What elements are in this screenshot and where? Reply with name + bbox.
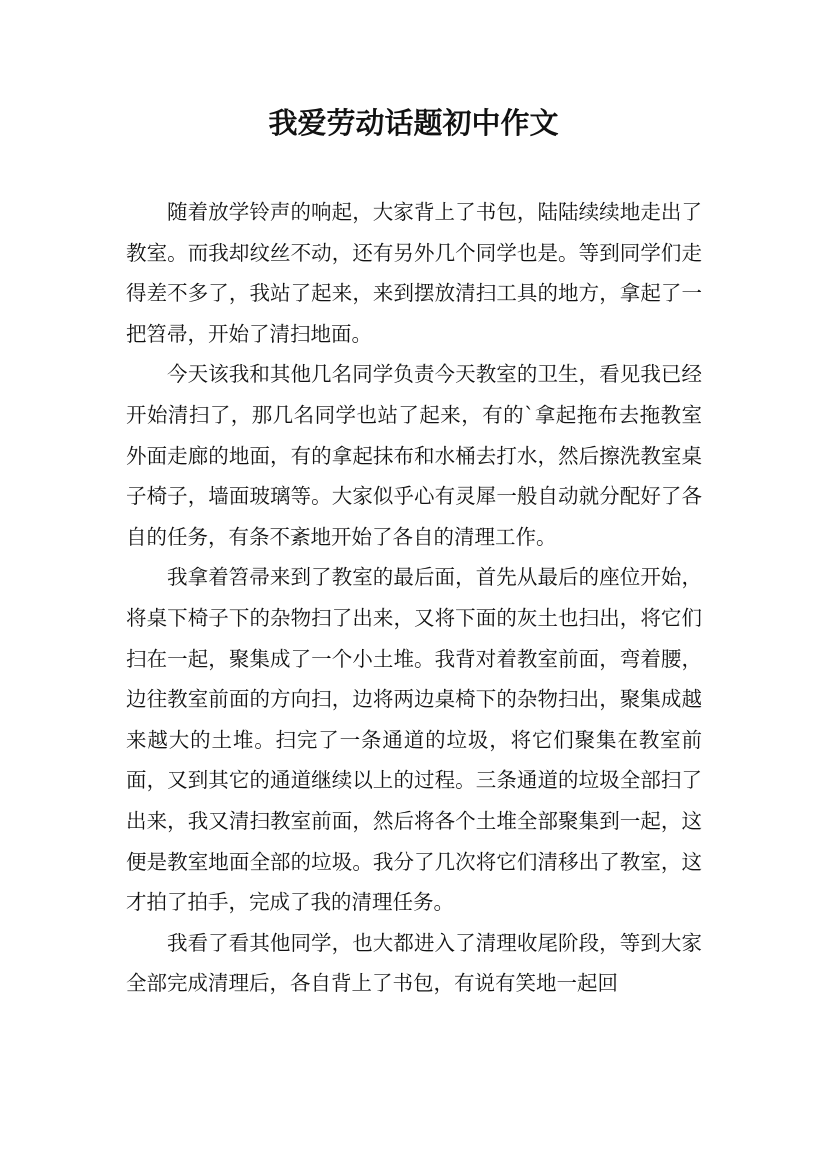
document-title: 我爱劳动话题初中作文 — [268, 106, 559, 140]
paragraph-3: 我拿着笤帚来到了教室的最后面，首先从最后的座位开始，将桌下椅子下的杂物扫了出来，又将下面的灰土也扫出，将它们扫在一起，聚集成了一个小土堆。我背对着教室前面，弯着腰，边往教室前面的方向扫，边将两边桌椅下的杂物扫出，聚集成越来越大的土堆。扫完了一条通道的垃圾，将它们聚集在教室前面，又到其它的通道继续以上的过程。三条通道的垃圾全部扫了出来，我又清扫教室前面，然后将各个土堆全部聚集到一起，这便是教室地面全部的垃圾。我分了几次将它们清移出了教室，这才拍了拍手，完成了我的清理任务。 — [126, 565, 702, 915]
paragraph-4: 我看了看其他同学，也大都进入了清理收尾阶段，等到大家全部完成清理后，各自背上了书包，有说有笑地一起回 — [126, 930, 702, 996]
paragraph-2: 今天该我和其他几名同学负责今天教室的卫生，看见我已经开始清扫了，那几名同学也站了起来，有的`拿起拖布去拖教室外面走廊的地面，有的拿起抹布和水桶去打水，然后擦洗教室桌子椅子，墙面玻璃等。大家似乎心有灵犀一般自动就分配好了各自的任务，有条不紊地开始了各自的清理工作。 — [126, 362, 702, 549]
document-body — [126, 192, 702, 1004]
paragraph-1: 随着放学铃声的响起，大家背上了书包，陆陆续续地走出了教室。而我却纹丝不动，还有另外几个同学也是。等到同学们走得差不多了，我站了起来，来到摆放清扫工具的地方，拿起了一把笤帚，开始了清扫地面。 — [126, 200, 702, 346]
